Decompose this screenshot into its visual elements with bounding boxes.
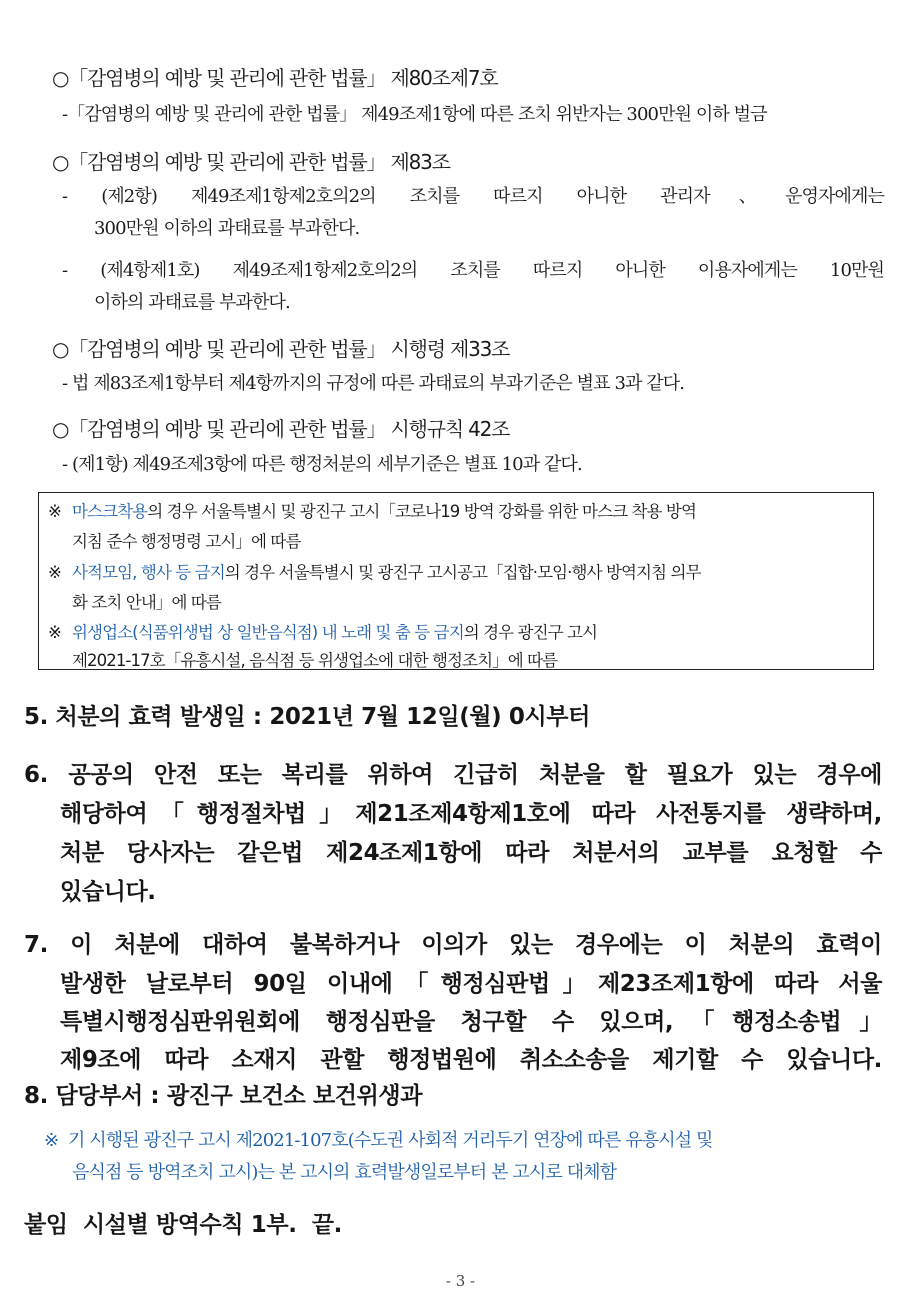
item-6-line: 6. 공공의 안전 또는 복리를 위하여 긴급히 처분을 할 필요가 있는 경우에 [24, 762, 882, 788]
footnote-text: 기 시행된 광진구 고시 제2021-107호(수도권 사회적 거리두기 연장에 따른 유흥시설 및 [68, 1130, 713, 1151]
law-line: - 법 제83조제1항부터 제4항까지의 규정에 따른 과태료의 부과기준은 별표 3과 같다. [62, 373, 685, 394]
notice-item-1-cont: 지침 준수 행정명령 고시」에 따름 [72, 532, 301, 551]
item-7-line: 발생한 날로부터 90일 이내에「행정심판법」제23조제1항에 따라 서울 [60, 971, 882, 997]
law-line: -「감염병의 예방 및 관리에 관한 법률」 제49조제1항에 따른 조치 위반자는 300만원 이하 벌금 [62, 104, 767, 125]
reference-mark: ※ [44, 1130, 59, 1151]
reference-mark: ※ [48, 502, 61, 521]
notice-item-3-cont: 제2021-17호「유흥시설, 음식점 등 위생업소에 대한 행정조치」에 따름 [72, 651, 558, 670]
law-heading-3: ○「감염병의 예방 및 관리에 관한 법률」 시행령 제33조 [52, 337, 510, 361]
notice-item-2-cont: 화 조치 안내」에 따름 [72, 593, 221, 612]
notice-item-1 [48, 498, 696, 522]
item-8: 8. 담당부서 : 광진구 보건소 보건위생과 [24, 1083, 423, 1109]
notice-highlight: 위생업소(식품위생법 상 일반음식점) 내 노래 및 춤 등 금지 [72, 623, 464, 642]
footnote-line-2: 음식점 등 방역조치 고시)는 본 고시의 효력발생일로부터 본 고시로 대체함 [72, 1162, 617, 1183]
reference-mark: ※ [48, 563, 61, 582]
law-line: - (제2항) 제49조제1항제2호의2의 조치를 따르지 아니한 관리자、운영자에게는 [62, 186, 884, 207]
notice-text: 의 경우 서울특별시 및 광진구 고시공고「집합·모임·행사 방역지침 의무 [224, 563, 701, 582]
item-6-line: 처분 당사자는 같은법 제24조제1항에 따라 처분서의 교부를 요청할 수 [60, 840, 882, 866]
law-heading-4: ○「감염병의 예방 및 관리에 관한 법률」 시행규칙 42조 [52, 417, 510, 441]
notice-item-3 [48, 619, 597, 643]
law-line: - (제1항) 제49조제3항에 따른 행정처분의 세부기준은 별표 10과 같다. [62, 454, 582, 475]
notice-text: 의 경우 광진구 고시 [463, 623, 598, 642]
item-6-line: 있습니다. [60, 879, 156, 905]
attachment-line: 붙임 시설별 방역수칙 1부. 끝. [24, 1212, 342, 1238]
footnote-line-1 [44, 1126, 713, 1152]
item-7-line: 7. 이 처분에 대하여 불복하거나 이의가 있는 경우에는 이 처분의 효력이 [24, 932, 882, 958]
law-heading-1: ○「감염병의 예방 및 관리에 관한 법률」 제80조제7호 [52, 66, 498, 90]
notice-highlight: 마스크착용 [72, 502, 148, 521]
item-6-line: 해당하여「행정절차법」제21조제4항제1호에 따라 사전통지를 생략하며, [60, 801, 882, 827]
reference-mark: ※ [48, 623, 61, 642]
item-7-line: 특별시행정심판위원회에 행정심판을 청구할 수 있으며,「행정소송법」 [60, 1009, 882, 1035]
item-5: 5. 처분의 효력 발생일 : 2021년 7월 12일(월) 0시부터 [24, 704, 590, 730]
law-line: 이하의 과태료를 부과한다. [94, 292, 290, 313]
page-number: - 3 - [445, 1272, 476, 1290]
notice-highlight: 사적모임, 행사 등 금지 [72, 563, 225, 582]
law-line: 300만원 이하의 과태료를 부과한다. [94, 218, 360, 239]
notice-item-2 [48, 559, 701, 583]
law-line: - (제4항제1호) 제49조제1항제2호의2의 조치를 따르지 아니한 이용자에게는 10만원 [62, 260, 884, 281]
item-7-line: 제9조에 따라 소재지 관할 행정법원에 취소소송을 제기할 수 있습니다. [60, 1047, 882, 1073]
law-heading-2: ○「감염병의 예방 및 관리에 관한 법률」 제83조 [52, 150, 450, 174]
notice-text: 의 경우 서울특별시 및 광진구 고시「코로나19 방역 강화를 위한 마스크 착용 방역 [147, 502, 697, 521]
